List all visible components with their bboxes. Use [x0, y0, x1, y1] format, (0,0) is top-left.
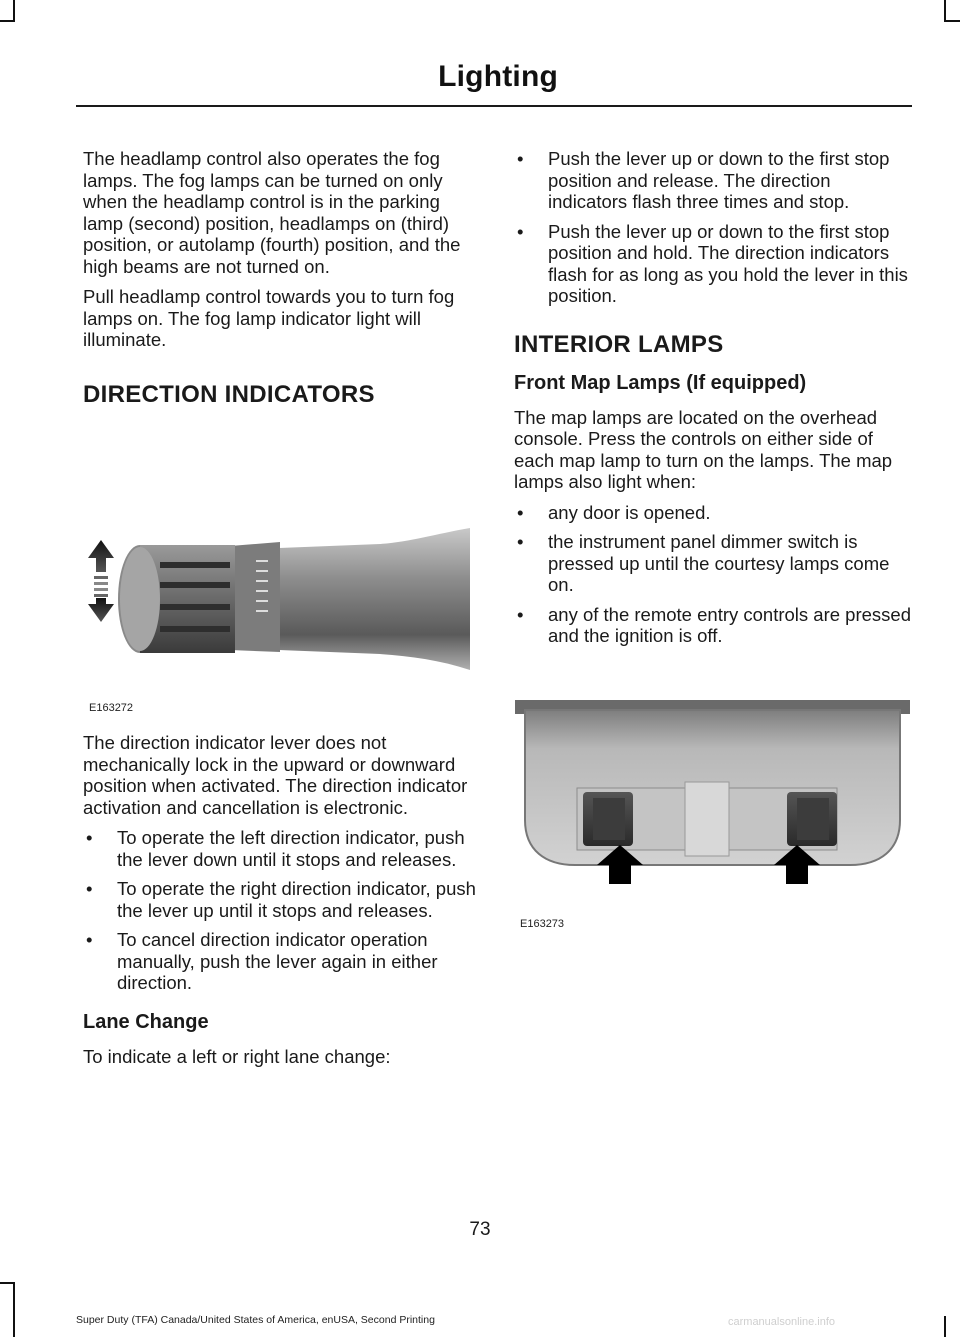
watermark: carmanualsonline.info [728, 1316, 836, 1328]
map-lamps-figure [515, 700, 910, 940]
crop-mark [0, 20, 15, 22]
crop-mark [944, 0, 946, 20]
crop-mark [944, 1316, 946, 1337]
section-title: Lighting [438, 60, 558, 93]
heading-direction-indicators: DIRECTION INDICATORS [83, 380, 375, 408]
left-column-lower [83, 732, 483, 1076]
subheading-front-map-lamps: Front Map Lamps (If equipped) [514, 371, 807, 394]
crop-mark [13, 0, 15, 20]
list-item: • any of the remote entry controls are pressed and the ignition is off. [514, 604, 914, 647]
right-column [514, 148, 914, 655]
bullet-list [514, 502, 914, 647]
crop-mark [944, 20, 960, 22]
paragraph: The direction indicator lever does not mechanically lock in the upward or downward position when activated. The direction indicator activation and cancellation is electronic. [83, 732, 468, 818]
footer-edition: Super Duty (TFA) Canada/United States of America, enUSA, Second Printing [76, 1314, 435, 1326]
crop-mark [0, 1282, 15, 1284]
heading-interior-lamps: INTERIOR LAMPS [514, 330, 724, 358]
crop-mark [13, 1282, 15, 1337]
header-rule [76, 105, 912, 107]
bullet-list [83, 827, 483, 994]
direction-lever-figure [80, 520, 470, 720]
page-number: 73 [469, 1219, 491, 1240]
list-item: • Push the lever up or down to the first stop position and hold. The direction indicators flash for as long as you hold the lever in this position. [514, 221, 914, 307]
paragraph: The headlamp control also operates the fog lamps. The fog lamps can be turned on only when the headlamp control is in the parking lamp (second) position, headlamps on (third) position, or autolamp (fourth) position, and the high beams are not turned on. [83, 148, 461, 277]
figure-code: E163273 [520, 918, 565, 930]
left-column [83, 148, 483, 409]
paragraph: To indicate a left or right lane change: [83, 1045, 391, 1067]
paragraph: The map lamps are located on the overhead console. Press the controls on either side of each map lamp to turn on the lamps. The map lamps also light when: [514, 406, 893, 492]
paragraph: Pull headlamp control towards you to turn fog lamps on. The fog lamp indicator light will illuminate. [83, 286, 455, 350]
arrow-up-icon [88, 540, 114, 572]
list-item: • To cancel direction indicator operation manually, push the lever again in either direction. [83, 929, 483, 994]
list-item: • Push the lever up or down to the first stop position and release. The direction indicators flash three times and stop. [514, 148, 914, 213]
list-item: • To operate the right direction indicator, push the lever up until it stops and releases. [83, 878, 483, 921]
arrow-down-icon [88, 598, 114, 622]
bullet-list [514, 148, 914, 307]
list-item: • the instrument panel dimmer switch is pressed up until the courtesy lamps come on. [514, 531, 914, 596]
figure-code: E163272 [89, 702, 134, 714]
subheading-lane-change: Lane Change [83, 1010, 209, 1033]
lever-illustration [80, 520, 470, 685]
overhead-console-illustration [515, 700, 910, 895]
list-item: • To operate the left direction indicator, push the lever down until it stops and releases. [83, 827, 483, 870]
list-item: • any door is opened. [514, 502, 914, 524]
